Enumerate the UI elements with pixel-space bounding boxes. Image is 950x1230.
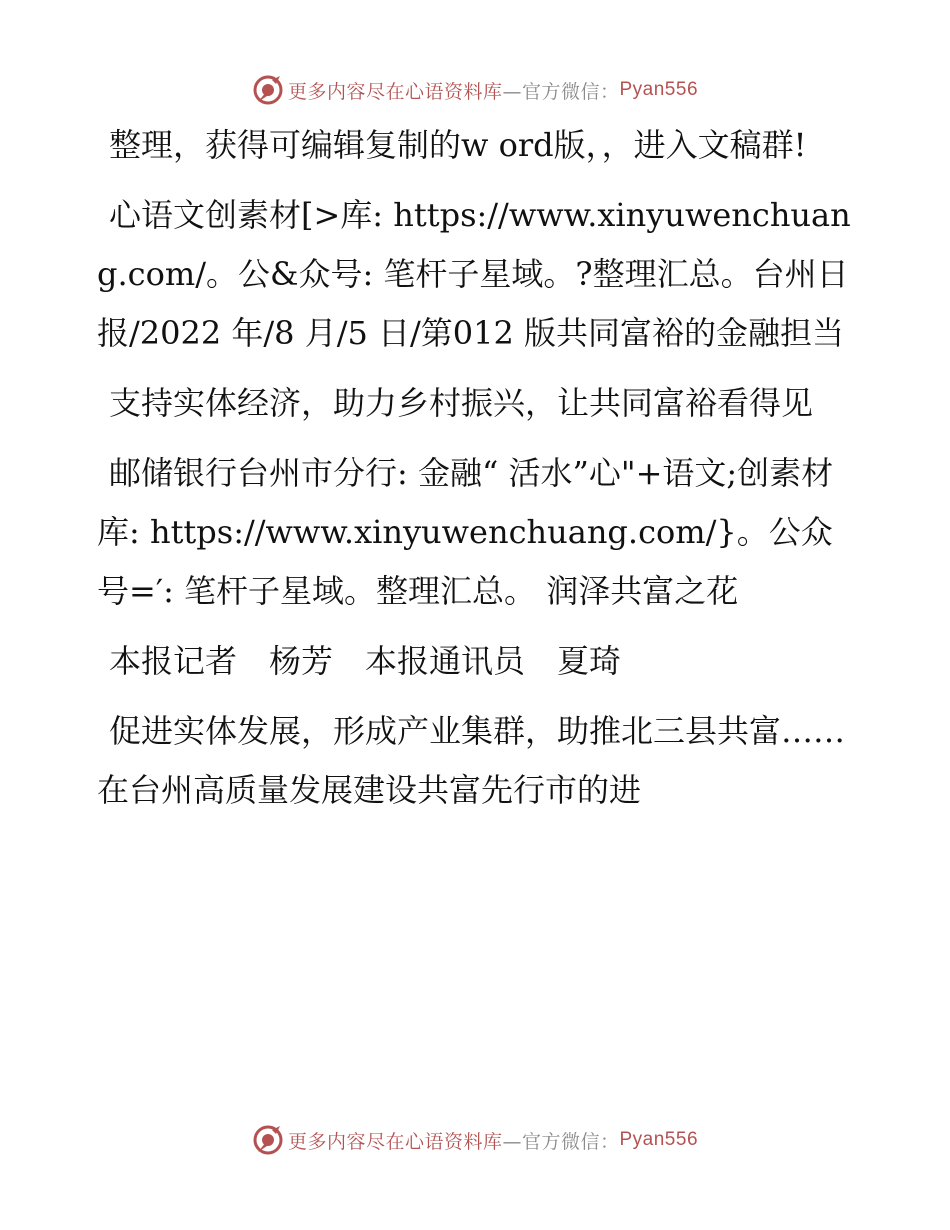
paragraph-5-text: 本报记者 杨芳 本报通讯员 夏琦 (109, 642, 622, 680)
banner-main-text: 更多内容尽在心语资料库 (287, 1130, 503, 1153)
header-watermark-banner (0, 70, 950, 110)
paragraph-1-text: 整理，获得可编辑复制的w ord版，，进入文稿群! (109, 126, 807, 164)
footer-watermark-banner (0, 1120, 950, 1160)
paragraph-4 (97, 444, 857, 621)
paragraph-2-text: 心语文创素材[>库: https://www.xinyuwenchuang.com/。公&众号: 笔杆子星域。?整理汇总。台州日报/2022 年/8 月/5 日/第012 版共同富裕的金融担当 (97, 196, 851, 352)
paragraph-2 (97, 186, 857, 363)
paragraph-3 (97, 374, 857, 433)
pen-logo-icon (252, 74, 284, 106)
banner-wechat-id: Pyan556 (619, 1129, 699, 1150)
banner-official-text: —官方微信： (502, 1130, 620, 1153)
paragraph-4-text: 邮储银行台州市分行: 金融“ 活水”心"+语文;创素材库: https://www.xinyuwenchuang.com/}。公众号=′: 笔杆子星域。整理汇总。 润泽共富之花 (97, 454, 834, 610)
banner-official-text: —官方微信： (502, 80, 620, 103)
paragraph-6-text: 促进实体发展，形成产业集群，助推北三县共富……在台州高质量发展建设共富先行市的进 (97, 712, 846, 809)
banner-main-text: 更多内容尽在心语资料库 (287, 80, 503, 103)
paragraph-5 (97, 632, 857, 691)
paragraph-3-text: 支持实体经济，助力乡村振兴，让共同富裕看得见 (109, 384, 814, 422)
paragraph-1 (97, 116, 857, 175)
pen-logo-icon (252, 1124, 284, 1156)
paragraph-6 (97, 702, 857, 820)
document-body (97, 116, 857, 831)
banner-wechat-id: Pyan556 (619, 79, 699, 100)
